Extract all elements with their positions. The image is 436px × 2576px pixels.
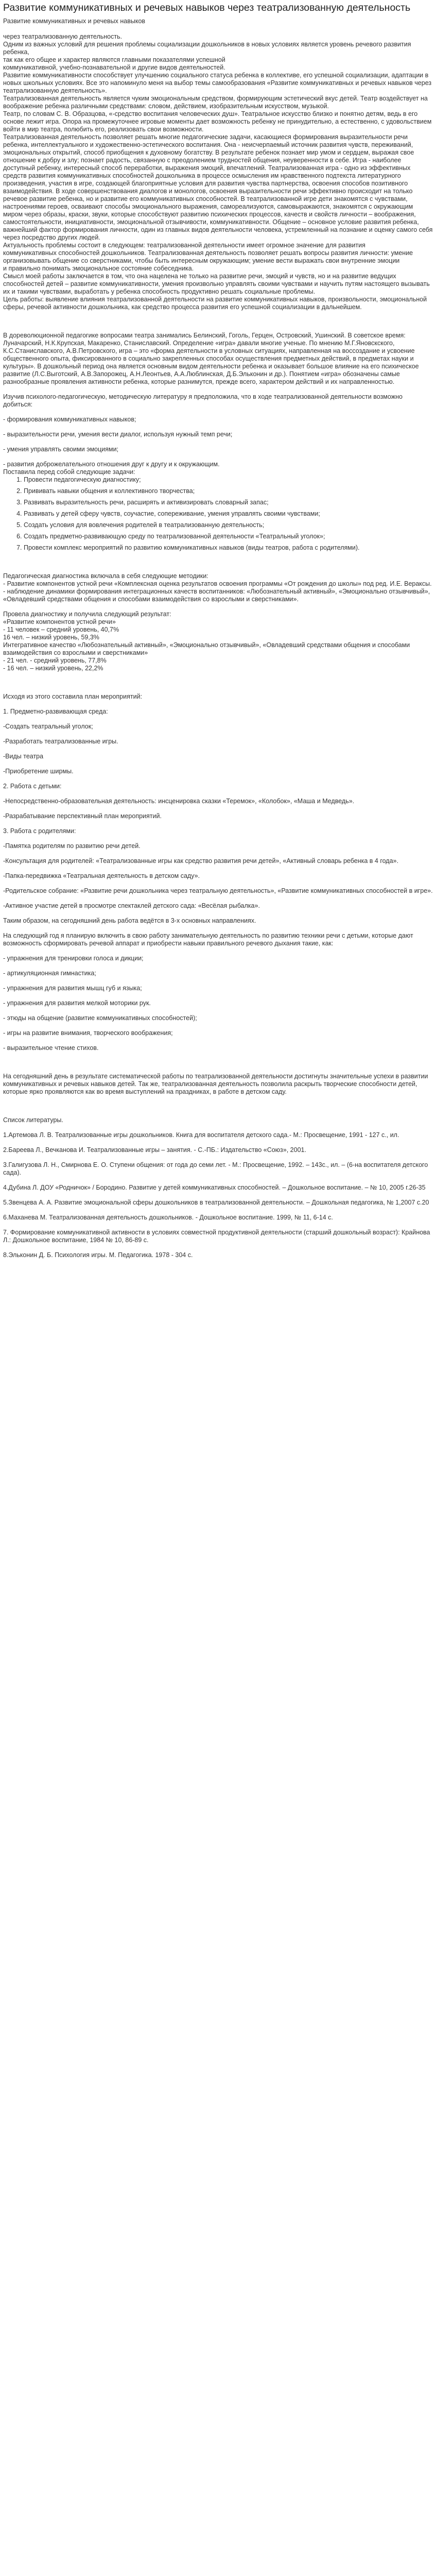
paragraph: Развитие коммуникативных и речевых навыков через театрализованную деятельность. — [3, 18, 146, 40]
paragraph: -Разрабатывание перспективный план мероприятий. — [3, 812, 162, 820]
paragraph: - Развитие компонентов устной речи «Комплексная оценка результатов освоения программы «От рождения до школы» под ред. И.Е. Вераксы. — [3, 580, 432, 587]
paragraph: Развитие коммуникативности способствует улучшению социального статуса ребенка в коллективе, его успешной социализации, адаптации в новых школьных условиях. Все это напоминуло меня на выбор темы самообразования «Развитие коммуникативных и речевых навыков через театрализованную деятельность». — [3, 72, 432, 94]
paragraph: - артикуляционная гимнастика; — [3, 970, 96, 977]
paragraph: Цель работы: выявление влияния театрализованной деятельности на развитие коммуникативных навыков, произвольности, эмоциональной сферы, речевой активности дошкольника, как средство процесса развития его успешной социализации в дальнейшем. — [3, 296, 427, 311]
paragraph: -Активное участие детей в просмотре спектаклей детского сада: «Весёлая рыбалка». — [3, 902, 260, 909]
paragraph: На следующий год я планирую включить в свою работу занимательную деятельность по развитию техники речи с детьми, которые дают возможность сформировать речевой аппарат и приобрести навыки правильного речевого дыхания такие, как: — [3, 932, 413, 947]
list-item: 2. Прививать навыки общения и коллективного творчества; — [24, 487, 433, 495]
list-item: 5. Создать условия для вовлечения родителей в театрализованную деятельность; — [24, 521, 433, 529]
paragraph: -Папка-передвижка «Театральная деятельность в детском саду». — [3, 872, 200, 879]
paragraph: - выразительное чтение стихов. — [3, 1044, 99, 1052]
paragraph: - 21 чел. - средний уровень, 77,8% — [3, 657, 107, 664]
paragraph: Смысл моей работы заключается в том, что она нацелена не только на развитие речи, эмоций и чувств, но и на развитие ведущих способностей детей – развитие коммуникативности, умения произвольно управлять своими чувствами и научить путям настоящего вызывать их и такими чувствами, выработать у ребенка способность продуктивно решать социальные проблемы. — [3, 273, 430, 295]
paragraph: - упражнения для тренировки голоса и дикции; — [3, 955, 144, 962]
paragraph: - развития доброжелательного отношения друг к другу и к окружающим. — [3, 461, 220, 468]
paragraph: 6.Маханева М. Театрализованная деятельность дошкольников. - Дошкольное воспитание. 1999, № 11, 6-14 с. — [3, 1214, 333, 1221]
article-content — [3, 18, 433, 1259]
paragraph: Театрализованная деятельность является чуким эмоциональным средством, формирующим эстетический вкус детей. Театр воздействует на воображение ребенка различными средствами: словом, действием, изобразительным искусством, музыкой. — [3, 95, 428, 110]
numbered-list — [3, 476, 433, 552]
paragraph: Список литературы. — [3, 1116, 63, 1124]
list-item: 6. Создать предметно-развивающую среду по театрализованной деятельности «Театральный уголок»; — [24, 533, 433, 540]
paragraph: Театр, по словам С. В. Образцова, «-средство воспитания человеческих душ». Театральное искусство близко и понятно детям, ведь в его основе лежит игра. Опора на промежуточнее игровые моменты дает возможность ребенку не принудительно, а естественно, с удовольствием войти в мир театра, полюбить его, реализовать свои возможности. — [3, 110, 432, 133]
paragraph: - упражнения для развития мелкой моторики рук. — [3, 999, 151, 1007]
paragraph: Театрализованная деятельность позволяет решать многие педагогические задачи, касающиеся формирования выразительности речи ребенка, интеллектуального и художественно-эстетического воспитания. Она - неисчерпаемый источник развития чувств, переживаний, эмоциональных открытий, способ приобщения к духовному богатству. В результате ребенок познает мир умом и сердцем, выражая свое отношение к добру и злу; познает радость, связанную с преодолением трудностей общения, неуверенности в себе. Игра - наиболее доступный ребенку, интересный способ переработки, выражения эмоций, впечатлений. Театрализованная игра - одно из эффективных средств развития коммуникативных способностей дошкольника в процессе осмысления им нравственного подтекста литературного произведения, участия в игре, создающей благоприятные условия для развития чувства партнерства, освоения способов позитивного взаимодействия. В ходе совершенствования диалогов и монологов, освоения выразительности речи эффективно происходит на только речевое развитие ребенка, но и развитие его коммуникативных способностей. В театрализованной игре дети знакомятся с чувствами, настроениями героев, осваивают способы эмоционального выражения, самореализуются, самовыражаются, знакомятся с окружающим миром через образы, краски, звуки, которые способствуют развитию психических процессов, качеств и свойств личности – воображения, самостоятельности, инициативности, эмоциональной отзывчивости, коммуникативности. Общение – основное условие развития ребенка, важнейший фактор формирования личности, один из главных видов деятельности человека, устремленный на познание и оценку самого себя через посредство других людей. — [3, 133, 433, 241]
list-item: 4. Развивать у детей сферу чувств, соучастие, сопереживание, умения управлять своими чувствами; — [24, 510, 433, 518]
paragraph: - выразительности речи, умения вести диалог, используя нужный темп речи; — [3, 431, 233, 438]
paragraph: Актуальность проблемы состоит в следующем: театрализованной деятельности имеет огромное значение для развития коммуникативных способностей дошкольников. Театрализованная деятельность позволяет решать вопросы развития личности: умение организовывать общение со сверстниками, чтобы быть интересным окружающим; умение вести выражать свои внутренние эмоции и правильно понимать эмоциональное состояние собеседника. — [3, 242, 413, 272]
paragraph: Интегративное качество «Любознательный активный», «Эмоционально отзывчивый», «Овладевший средствами общения и способами взаимодействия со взрослыми и сверстниками» — [3, 641, 410, 656]
paragraph: Провела диагностику и получила следующий результат: — [3, 611, 171, 618]
paragraph: 3.Галигузова Л. Н., Смирнова Е. О. Ступени общения: от года до семи лет. - М.: Просвещение, 1992. – 143с., ил. – (6-на воспитателя детского сада). — [3, 1161, 428, 1176]
paragraph: 2. Работа с детьми: — [3, 783, 62, 790]
paragraph: - игры на развитие внимания, творческого воображения; — [3, 1029, 173, 1037]
paragraph: -Приобретение ширмы. — [3, 768, 74, 775]
paragraph: -Непосредственно-образовательная деятельность: инсценировка сказки «Теремок», «Колобок», «Маша и Медведь». — [3, 798, 355, 805]
paragraph: 5.Звенцева А. А. Развитие эмоциональной сферы дошкольников в театрализованной деятельности. – Дошкольная педагогика, № 1,2007 с.20 — [3, 1199, 429, 1206]
paragraph: -Родительское собрание: «Развитие речи дошкольника через театральную деятельность», «Развитие коммуникативных способностей в игре». — [3, 887, 433, 894]
document-body — [0, 0, 436, 1259]
paragraph: Одним из важных условий для решения проблемы социализации дошкольников в новых условиях является уровень речевого развития ребенка, так как его общее и характер являются главными показателями успешной коммуникативной, учебно-познавательной и другие видов деятельностей. — [3, 41, 411, 71]
paragraph: 2.Бареева Л., Вечканова И. Театрализованные игры – занятия. - С.-ПБ.: Издательство «Союз», 2001. — [3, 1146, 306, 1154]
paragraph: -Памятка родителям по развитию речи детей. — [3, 842, 141, 850]
paragraph: Педагогическая диагностика включала в себя следующие методики: — [3, 572, 208, 580]
list-item: 7. Провести комплекс мероприятий по развитию коммуникативных навыков (виды театров, работа с родителями). — [24, 544, 433, 552]
paragraph: В дореволюционной педагогике вопросами театра занимались Белинский, Гоголь, Герцен, Островский, Ушинский. В советское время: Луначарский, Н.К.Крупская, Макаренко, Станиславский. Определение «игра» давали многие ученые. По мнению М.Г.Яновскского, К.С.Станиславского, А.В.Петровского, игра – это «форма деятельности в условных ситуациях, направленная на воссоздание и усвоение общественного опыта, фиксированного в социально закрепленных способах осуществления предметных действий, в предметах науки и культуры». В дошкольный период она является основным видом деятельности ребенка и оказывает большое влияние на его психическое развитие (Л.С.Выготский, А.В.Запорожец, А.Н.Леонтьев, А.А.Люблинская, Д.Б.Эльконин и др.). Понятием «игра» обозначены самые разнообразные проявления активности ребенка, которые разнимутся, прежде всего, характером действий и их направленностью. — [3, 332, 419, 385]
paragraph: 1. Предметно-развивающая среда: — [3, 708, 108, 715]
paragraph: На сегодняшний день в результате систематической работы по театрализованной деятельности достигнуты значительные успехи в развитии коммуникативных и речевых навыков детей. Так же, театрализованная деятельность позволила раскрыть творческие способности детей, которые ярко проявляются как во время выступлений на праздниках, в работе в детском саду. — [3, 1073, 428, 1095]
paragraph: -Создать театральный уголок; — [3, 723, 93, 730]
paragraph: - наблюдение динамики формирования интеграционных качеств воспитанников: «Любознательный активный», «Эмоционально отзывчивый», «Овладевший средствами общения и способами взаимодействия со взрослыми и сверстниками». — [3, 588, 430, 603]
paragraph: - 11 человек – средний уровень, 40,7% — [3, 626, 119, 633]
paragraph: - 16 чел. – низкий уровень, 22,2% — [3, 665, 103, 672]
list-item: 1. Провести педагогическую диагностику; — [24, 476, 433, 484]
paragraph: - умения управлять своими эмоциями; — [3, 446, 119, 453]
paragraph: 3. Работа с родителями: — [3, 827, 76, 835]
paragraph: -Разработать театрализованные игры. — [3, 738, 118, 745]
paragraph: Исходя из этого составила план мероприятий: — [3, 693, 143, 700]
paragraph: - этюды на общение (развитие коммуникативных способностей); — [3, 1014, 197, 1022]
paragraph: 7. Формирование коммуникативной активности в условиях совместной продуктивной деятельности (старший дошкольный возраст): Крайнова Л.: Дошкольное воспитание, 1984 № 10, 86-89 с. — [3, 1229, 430, 1244]
paragraph: Поставила перед собой следующие задачи: — [3, 468, 135, 476]
list-item: 3. Развивать выразительность речи, расширять и активизировать словарный запас; — [24, 499, 433, 506]
paragraph: 16 чел. – низкий уровень, 59,3% — [3, 634, 99, 641]
paragraph: «Развитие компонентов устной речи» — [3, 618, 116, 625]
paragraph: 8.Эльконин Д. Б. Психология игры. М. Педагогика. 1978 - 304 с. — [3, 1251, 193, 1259]
paragraph: 1.Артемова Л. В. Театрализованные игры дошкольников. Книга для воспитателя детского сада.- М.: Просвещение, 1991 - 127 с., ил. — [3, 1131, 399, 1139]
paragraph: Таким образом, на сегодняшний день работа ведётся в 3-х основных направлениях. — [3, 917, 256, 924]
paragraph: -Консультация для родителей: «Театрализованные игры как средство развития речи детей», «Активный словарь ребенка в 4 года». — [3, 857, 398, 865]
paragraph: - упражнения для развития мышц губ и языка; — [3, 985, 142, 992]
paragraph: Изучив психолого-педагогическую, методическую литературу я предположила, что в ходе театрализованной деятельности возможно добиться: — [3, 393, 403, 408]
paragraph: 4.Дубина Л. ДОУ «Родничок» / Бородино. Развитие у детей коммуникативных способностей. – Дошкольное воспитание. – № 10, 2005 г.26-35 — [3, 1184, 426, 1191]
paragraph: -Виды театра — [3, 753, 44, 760]
paragraph: - формирования коммуникативных навыков; — [3, 416, 136, 423]
page-title: Развитие коммуникативных и речевых навыков через театрализованную деятельность — [3, 2, 411, 13]
